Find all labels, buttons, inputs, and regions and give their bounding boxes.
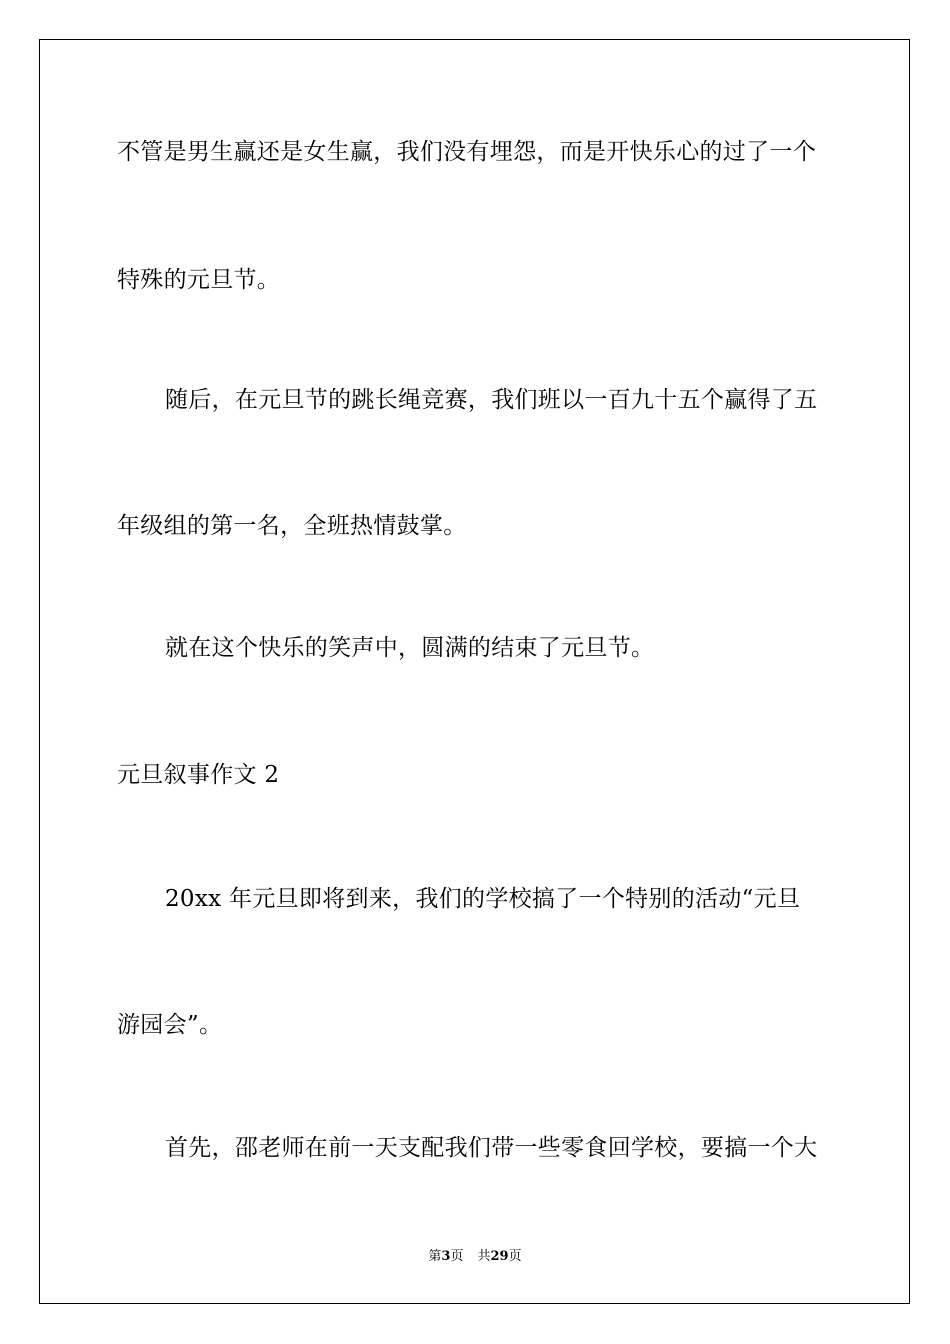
page-border: [39, 39, 910, 1304]
footer-page-prefix: 第: [428, 1249, 442, 1264]
page-footer: [0, 1248, 950, 1266]
footer-total-prefix: 共: [477, 1249, 491, 1264]
footer-page-suffix: 页: [450, 1249, 464, 1264]
body-line-7: 20xx 年元旦即将到来，我们的学校搞了一个特别的活动“元旦: [165, 886, 801, 912]
body-line-1: 不管是男生赢还是女生赢，我们没有埋怨，而是开快乐心的过了一个: [117, 139, 816, 165]
section-heading: 元旦叙事作文 2: [117, 762, 280, 788]
body-line-5: 就在这个快乐的笑声中，圆满的结束了元旦节。: [165, 635, 655, 661]
body-line-2: 特殊的元旦节。: [117, 267, 281, 293]
body-line-8: 游园会”。: [117, 1012, 223, 1038]
body-line-3: 随后，在元旦节的跳长绳竞赛，我们班以一百九十五个赢得了五: [165, 387, 818, 413]
footer-page-number: 3: [441, 1249, 451, 1264]
body-line-9: 首先，邵老师在前一天支配我们带一些零食回学校，要搞一个大: [165, 1135, 818, 1161]
body-line-4: 年级组的第一名，全班热情鼓掌。: [117, 513, 467, 539]
footer-total-suffix: 页: [508, 1249, 522, 1264]
footer-total-pages: 29: [490, 1249, 509, 1264]
